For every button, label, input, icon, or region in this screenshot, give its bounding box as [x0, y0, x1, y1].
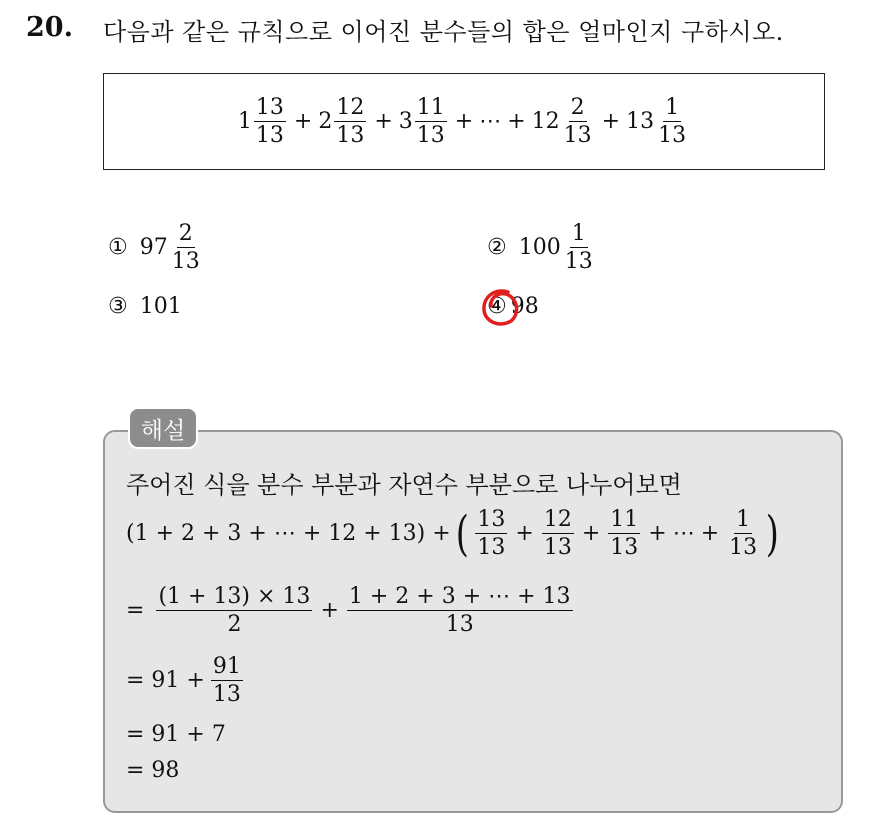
choice-1-fraction [170, 222, 202, 273]
choice-4-value: 98 [510, 294, 539, 319]
solution-frac-1-num: 1 [734, 508, 752, 534]
equals-sign: = [126, 598, 145, 624]
solution-frac-13-den: 13 [477, 535, 506, 561]
gauss-sum-denominator: 2 [227, 612, 242, 638]
numerator-sum-denominator: 13 [445, 612, 474, 638]
term-1-fraction [254, 96, 286, 147]
term-2-whole: 2 [318, 109, 333, 134]
solution-intro: 주어진 식을 분수 부분과 자연수 부분으로 나누어보면 [126, 471, 682, 499]
term-3-denominator: 13 [416, 123, 445, 148]
term-12-fraction [562, 96, 594, 147]
term-13-whole: 13 [626, 109, 655, 134]
series-expression [238, 96, 690, 147]
numerator-sum-fraction [347, 585, 573, 636]
plus-sign: + [374, 109, 393, 134]
answer-circle-icon [478, 286, 522, 330]
question-text: 다음과 같은 규칙으로 이어진 분수들의 합은 얼마인지 구하시오. [103, 18, 784, 46]
solution-frac-1-den: 13 [729, 535, 758, 561]
integer-sum: (1 + 2 + 3 + ⋯ + 12 + 13) + [126, 521, 451, 547]
term-2-numerator: 12 [334, 96, 366, 122]
choice-1-mark: ① [108, 235, 128, 261]
numerator-sum-numerator: 1 + 2 + 3 + ⋯ + 13 [347, 585, 573, 611]
solution-tag: 해설 [128, 407, 198, 449]
plus-sign: + [507, 109, 526, 134]
line-3-fraction [211, 655, 243, 706]
choice-3-value: 101 [139, 294, 182, 319]
term-13-denominator: 13 [658, 123, 687, 148]
choice-1-whole: 97 [139, 235, 168, 261]
choice-2-numerator: 1 [570, 222, 588, 248]
line-3-denominator: 13 [212, 682, 241, 708]
solution-frac-1 [727, 508, 759, 559]
choice-3[interactable] [108, 294, 182, 319]
solution-frac-12-den: 13 [543, 535, 572, 561]
solution-line-1 [126, 505, 784, 562]
term-12-denominator: 13 [563, 123, 592, 148]
choice-2-denominator: 13 [564, 249, 593, 275]
term-12-numerator: 2 [569, 96, 587, 122]
ellipsis: ⋯ [479, 109, 502, 134]
solution-frac-13-num: 13 [475, 508, 507, 534]
plus-sign: + [581, 521, 601, 547]
choice-1-denominator: 13 [171, 249, 200, 275]
term-3-numerator: 11 [415, 96, 447, 122]
right-paren: ) [765, 505, 780, 562]
expression-box [103, 73, 825, 170]
left-paren: ( [455, 505, 469, 562]
term-3-whole: 3 [398, 109, 413, 134]
term-2-denominator: 13 [336, 123, 365, 148]
solution-frac-12-num: 12 [542, 508, 574, 534]
plus-sign: + [700, 521, 720, 547]
solution-frac-13 [475, 508, 507, 559]
plus-sign: + [648, 521, 667, 547]
choice-2-whole: 100 [518, 235, 561, 261]
choice-2[interactable] [487, 222, 597, 273]
term-1-denominator: 13 [255, 123, 284, 148]
choice-2-mark: ② [487, 235, 507, 261]
plus-sign: + [293, 109, 313, 134]
term-1-whole: 1 [237, 109, 252, 134]
term-12-whole: 12 [531, 109, 560, 134]
plus-sign: + [515, 521, 534, 547]
choice-2-fraction [563, 222, 595, 273]
solution-line-3 [126, 655, 245, 706]
line-3-text: = 91 + [126, 668, 205, 694]
term-2-fraction [334, 96, 366, 147]
term-13-numerator: 1 [663, 96, 681, 122]
solution-frac-11-den: 13 [610, 535, 639, 561]
solution-frac-12 [542, 508, 574, 559]
solution-frac-11 [608, 508, 640, 559]
solution-frac-11-num: 11 [608, 508, 640, 534]
choice-4-mark: ④ [487, 294, 507, 319]
solution-line-2 [126, 585, 575, 636]
term-1-numerator: 13 [254, 96, 286, 122]
plus-sign: + [454, 109, 474, 134]
plus-sign: + [320, 598, 339, 624]
solution-line-4: = 91 + 7 [126, 722, 226, 747]
choice-1[interactable] [108, 222, 204, 273]
solution-line-5: = 98 [126, 758, 180, 783]
gauss-sum-numerator: (1 + 13) × 13 [156, 585, 312, 611]
line-3-numerator: 91 [211, 655, 243, 681]
plus-sign: + [601, 109, 621, 134]
choice-3-mark: ③ [108, 294, 128, 319]
term-13-fraction [656, 96, 688, 147]
gauss-sum-fraction [156, 585, 312, 636]
term-3-fraction [415, 96, 447, 147]
choice-1-numerator: 2 [177, 222, 195, 248]
question-number: 20. [26, 12, 73, 43]
ellipsis: ⋯ [672, 521, 695, 547]
